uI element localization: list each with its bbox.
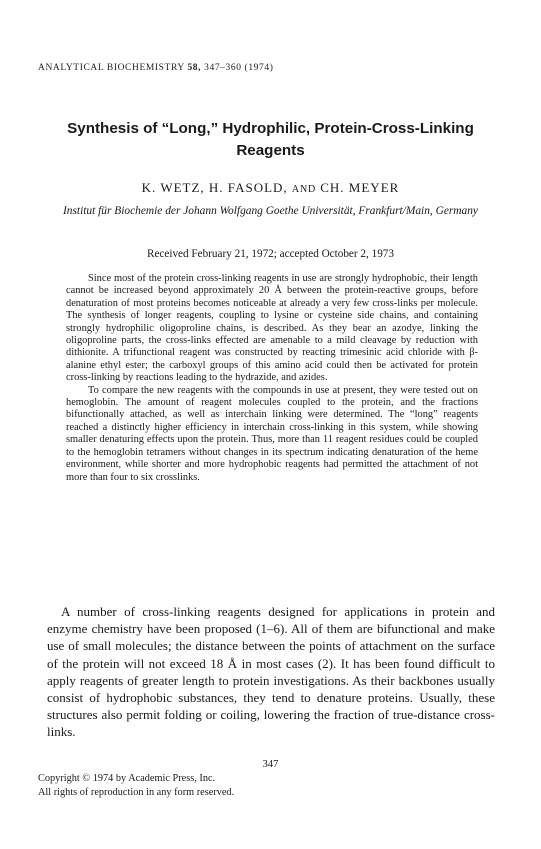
authors-last: CH. MEYER — [320, 180, 400, 195]
body-text — [47, 603, 495, 741]
authors-first: K. WETZ, H. FASOLD, — [141, 180, 288, 195]
journal-header — [38, 63, 273, 73]
abstract-paragraph: To compare the new reagents with the compounds in use at present, they were tested out on hemoglobin. The amount of reagent molecules coupled to the protein, and the fractions bifunctionally attached, as well as interchain linking were determined. The “long” reagents reached a distinctly higher efficiency in interchain cross-linking in this system, while showing smaller denaturing effects upon the protein. Thus, more than 11 reagent residues could be coupled to the hemoglobin tetramers without changes in its spectrum indicating denaturation of the heme environment, while shorter and more hydrophobic reagents had permitted the attachment of not more than four to six crosslinks. — [66, 384, 478, 483]
article-authors — [40, 180, 501, 196]
abstract-paragraph: Since most of the protein cross-linking reagents in use are strongly hydrophobic, their length cannot be increased beyond approximately 20 Å between the protein-reactive groups, before denaturation of most proteins becomes noticeable at already a very few cross-links per molecule. The synthesis of longer reagents, coupling to lysine or cysteine side chains, and containing strongly hydrophilic oligoproline chains, is described. As they bear an azodye, linking the oligoproline parts, the cross-links effected are amenable to a mild cleavage by reduction with dithionite. A trifunctional reagent was constructed by reacting trimesinic acid chloride with β-alanine ethyl ester; the carboxyl groups of this amino acid could then be activated for protein cross-linking by reactions leading to the hydrazide, and azides. — [66, 273, 478, 384]
copyright-notice — [38, 772, 234, 799]
page-number: 347 — [262, 759, 279, 770]
authors-and: AND — [291, 184, 316, 195]
journal-pages-year: 347–360 (1974) — [204, 63, 274, 73]
rights-line: All rights of reproduction in any form reserved. — [38, 786, 235, 798]
abstract — [66, 273, 478, 484]
author-affiliation: Institut für Biochemie der Johann Wolfgang Goethe Universität, Frankfurt/Main, Germany — [63, 205, 478, 217]
copyright-line: Copyright © 1974 by Academic Press, Inc. — [38, 773, 216, 784]
article-title: Synthesis of “Long,” Hydrophilic, Protein-Cross-Linking Reagents — [67, 120, 474, 159]
journal-name: ANALYTICAL BIOCHEMISTRY — [38, 63, 185, 73]
journal-volume: 58, — [187, 63, 202, 73]
body-paragraph: A number of cross-linking reagents designed for applications in protein and enzyme chemistry have been proposed (1–6). All of them are bifunctional and make use of small molecules; the distance between the points of attachment on the surface of the protein will not exceed 18 Å in most cases (2). It has been found difficult to apply reagents of greater length to protein investigations. As their backbones usually consist of hydrophobic substances, they tend to denature proteins. Usually, these structures also permit folding or coiling, lowering the fraction of true-distance cross-links. — [47, 604, 495, 740]
received-dates: Received February 21, 1972; accepted October 2, 1973 — [147, 248, 394, 260]
